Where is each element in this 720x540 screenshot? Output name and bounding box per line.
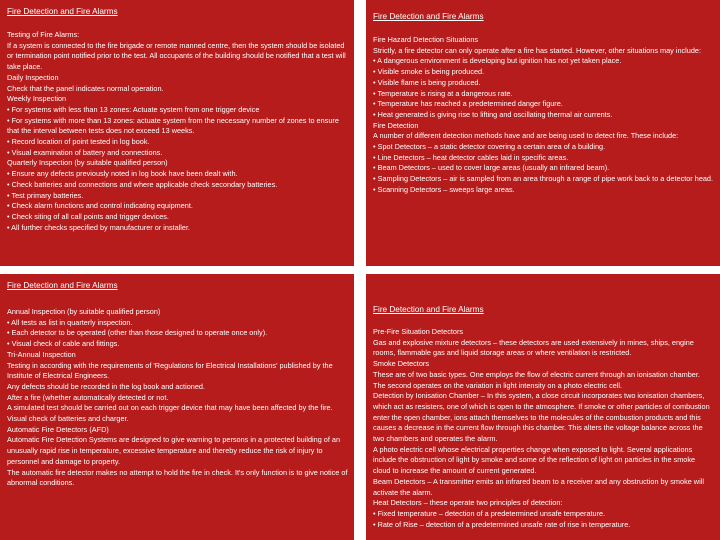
text-line: • Spot Detectors – a static detector covering a certain area of a building. [373,142,606,152]
slide-fire-hazard-detection[interactable] [366,0,720,266]
text-line: • Visual examination of battery and connections. [7,147,163,157]
text-line: Detection by Ionisation Chamber – In this system, a close circuit incorporates two ionisation chambers, which act as resisters, one of which is open to the atmosphere. If smoke or other particles of combustion enter the open chamber, ions attach themselves to the molecules of the combustion products and this causes a decrease in the current flow through this chamber. This alters the voltage balance across the two chambers and operates the alarm. [373,391,710,444]
text-line: Testing of Fire Alarms: [7,30,80,39]
text-line: • Line Detectors – heat detector cables laid in specific areas. [373,152,569,162]
text-line: Tri-Annual Inspection [7,349,76,359]
text-line: Pre-Fire Situation Detectors [373,327,464,336]
text-line: • Temperature has reached a predetermined danger figure. [373,99,563,109]
text-line: Quarterly Inspection (by suitable qualified person) [7,158,168,168]
text-line: • Sampling Detectors – air is sampled from an area through a range of pipe work back to a detector head. [373,174,714,184]
text-line: These are of two basic types. One employs the flow of electric current through an ionisation chamber. The second operates on the variation in light intensity on a photo electric cell. [373,369,700,390]
text-line: • All tests as list in quarterly inspection. [7,317,133,327]
text-line: Fire Hazard Detection Situations [373,35,479,44]
text-line: • For systems with less than 13 zones: Actuate system from one trigger device [7,104,260,114]
text-line: Smoke Detectors [373,359,429,369]
text-line: After a fire (whether automatically detected or not. [7,392,169,402]
slide-title: Fire Detection and Fire Alarms [7,7,118,16]
text-line: Heat Detectors – these operate two principles of detection: [373,498,563,508]
text-line: • Fixed temperature – detection of a predetermined unsafe temperature. [373,508,606,518]
text-line: • Scanning Detectors – sweeps large areas. [373,184,515,194]
slide-testing-of-fire-alarms[interactable] [0,0,354,266]
text-line: Automatic Fire Detection Systems are designed to give warning to persons in a protected building of an unusually rapid rise in temperature, excessive temperature and thereby reduce the risk of injury to personnel and damage to property. [7,435,341,466]
slide-title: Fire Detection and Fire Alarms [7,281,118,290]
text-line: Gas and explosive mixture detectors – these detectors are used extensively in mines, ships, engine rooms, flammable gas and liquid storage areas or where ventilation is restricted. [373,337,694,358]
text-line: • Record location of point tested in log book. [7,137,150,147]
text-line: • Check alarm functions and control indicating equipment. [7,201,193,211]
text-line: Strictly, a fire detector can only operate after a fire has started. However, other situations may include: [373,45,701,55]
text-line: A simulated test should be carried out on each trigger device that may have been affected by the fire. [7,403,333,413]
slide-title: Fire Detection and Fire Alarms [373,12,484,21]
text-line: Daily Inspection [7,72,59,82]
text-line: The automatic fire detector makes no attempt to hold the fire in check. It's only function is to give notice of abnormal conditions. [7,467,348,488]
text-line: • Temperature is rising at a dangerous rate. [373,88,513,98]
text-line: A number of different detection methods have and are being used to detect fire. These include: [373,131,679,141]
text-line: Any defects should be recorded in the log book and actioned. [7,381,205,391]
text-line: • Test primary batteries. [7,190,84,200]
text-line: • All further checks specified by manufacturer or installer. [7,222,191,232]
text-line: • Each detector to be operated (other than those designed to operate once only). [7,328,268,338]
slide-body [373,327,714,530]
slide-title: Fire Detection and Fire Alarms [373,305,484,314]
slide-pre-fire-situation-detectors[interactable] [366,274,720,540]
text-line: Beam Detectors – A transmitter emits an infrared beam to a receiver and any obstruction by smoke will activate the alarm. [373,476,704,497]
text-line: • Check batteries and connections and where applicable check secondary batteries. [7,179,278,189]
text-line: • Beam Detectors – used to cover large areas (usually an infrared beam). [373,163,610,173]
slide-body [7,307,348,489]
text-line: • Heat generated is giving rise to lifting and oscillating thermal air currents. [373,109,613,119]
text-line: • Check siting of all call points and trigger devices. [7,211,169,221]
text-line: • Ensure any defects previously noted in log book have been dealt with. [7,169,238,179]
text-line: If a system is connected to the fire brigade or remote manned centre, then the system should be isolated or termination point notified prior to the test. All occupants of the building should be notified that a test will take place. [7,40,346,72]
text-line: • For systems with more than 13 zones: actuate system from the necessary number of zones to ensure that the interval between tests does not exceed 13 weeks. [7,115,339,136]
text-line: Automatic Fire Detectors (AFD) [7,424,109,434]
text-line: Testing in according with the requirements of 'Regulations for Electrical Installations' published by the Institute of Electrical Engineers. [7,360,333,381]
text-line: • Rate of Rise – detection of a predetermined unsafe rate of rise in temperature. [373,519,631,529]
slide-annual-inspection[interactable] [0,274,354,540]
text-line: A photo electric cell whose electrical properties change when exposed to light. Several applications include the obstruction of light by smoke and some of the reflection of light on particles in the smoke cloud to increase the amount of current generated. [373,444,696,476]
text-line: • Visible smoke is being produced. [373,67,485,77]
text-line: • Visual check of cable and fittings. [7,339,120,349]
slide-body [373,35,714,196]
text-line: • A dangerous environment is developing but ignition has not yet taken place. [373,56,622,66]
text-line: Check that the panel indicates normal operation. [7,83,164,93]
text-line: Annual Inspection (by suitable qualified person) [7,307,161,316]
slide-body [7,30,348,233]
text-line: Weekly Inspection [7,94,67,104]
text-line: • Visible flame is being produced. [373,77,481,87]
text-line: Fire Detection [373,120,419,130]
text-line: Visual check of batteries and charger. [7,414,129,424]
